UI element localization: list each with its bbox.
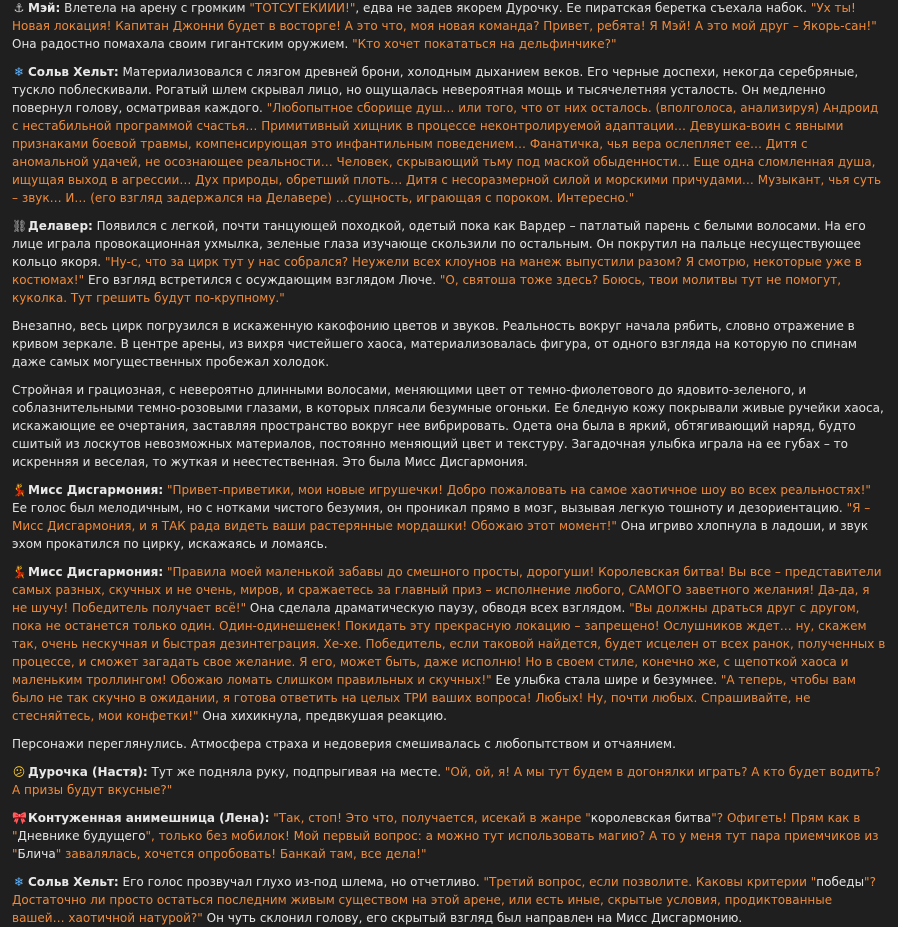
narration: Он чуть склонил голову, его скрытый взгляд был направлен на Мисс Дисгармонию. bbox=[202, 911, 743, 925]
narration: Влетела на арену с громким bbox=[60, 1, 250, 15]
narration: Она хихикнула, предвкушая реакцию. bbox=[198, 709, 447, 723]
narration: Внезапно, весь цирк погрузился в искаженную какофонию цветов и звуков. Реальность вокруг начала рябить, словно отражение в кривом зеркале. В центре арены, из вихря чистейшего хаоса, материализовалась фигура, от одного взгляда на которую по спинам даже самых могущественных пробежал холодок. bbox=[12, 319, 857, 369]
bow-icon: 🎀 bbox=[12, 811, 27, 825]
message-solv-helt bbox=[12, 63, 888, 207]
quote: "Любопытное сборище душ… или того, что от них осталось. (вполголоса, анализируя) Андроид с нестабильной программой счастья… Примитивный хищник в процессе неконтролируемой адаптации… Девушка-воин с явными признаками боевой травмы, компенсирующая это инфантильным поведением… Фанатичка, чья вера ослепляет ее… Дитя с аномальной удачей, не осознающее реальности… Человек, скрывающий тьму под маской обыденности… Еще одна сломленная душа, ищущая выход в агрессии… Дух природы, обретший плоть… Дитя с несоразмерной силой и морскими причудами… Музыкант, чья суть – звук… И… (его взгляд задержался на Делавере) …сущность, играющая с пороком. Интересно." bbox=[12, 101, 882, 205]
quote: "Третий вопрос, если позволите. Каковы критерии " bbox=[483, 875, 817, 889]
narration: Появился с легкой, почти танцующей походкой, одетый пока как Вардер – патлатый парень с белыми волосами. На его лице играла провокационная ухмылка, зеленые глаза изучающе скользили по остальным. Он покрутил на пальце несуществующее кольцо якоря. bbox=[12, 219, 866, 269]
narration: Она радостно помахала своим гигантским оружием. bbox=[12, 37, 353, 51]
speaker-name: Мисс Дисгармония: bbox=[28, 565, 164, 579]
message-solv-helt bbox=[12, 873, 888, 927]
message-miss-disharmony bbox=[12, 481, 888, 553]
confused-face-icon: 😕 bbox=[12, 765, 26, 779]
quote: "Ух ты! Новая локация! Капитан Джонни будет в восторге! А это что, моя новая команда? Привет, ребята! Я Мэй! А это мой друг – Якорь-сан!" bbox=[12, 1, 877, 33]
speaker-name: Мэй: bbox=[28, 1, 61, 15]
quote: "Так, стоп! Это что, получается, исекай в жанре " bbox=[273, 811, 591, 825]
message-lena bbox=[12, 809, 888, 863]
narration: Ее улыбка стала шире и безумнее. bbox=[491, 673, 721, 687]
narration: , едва не задев якорем Дурочку. Ее пиратская беретка съехала набок. bbox=[355, 1, 811, 15]
narration: королевская битва bbox=[590, 811, 712, 825]
message-durochka bbox=[12, 763, 888, 799]
quote: "О, святоша тоже здесь? Боюсь, твои молитвы тут не помогут, куколка. Тут грешить будут по-крупному." bbox=[12, 273, 842, 305]
quote: "Ой, ой, я! А мы тут будем в догонялки играть? А кто будет водить? А призы будут вкусные?" bbox=[12, 765, 881, 797]
narration: Ее голос был мелодичным, но с нотками чистого безумия, он проникал прямо в мозг, вызывая легкую тошноту и дезориентацию. bbox=[12, 501, 847, 515]
narration: Стройная и грациозная, с невероятно длинными волосами, меняющими цвет от темно-фиолетового до ядовито-зеленого, и соблазнительными темно-розовыми глазами, в которых плясали безумные огоньки. Ее бледную кожу покрывали живые ручейки хаоса, искажающие ее очертания, заставляя пространство вокруг нее вибрировать. Одета она была в яркий, обтягивающий наряд, будто сшитый из лоскутов невозможных материалов, постоянно меняющий цвет и текстуру. Загадочная улыбка играла на ее губах – то искренняя и веселая, то жуткая и неестественная. Это была Мисс Дисгармония. bbox=[12, 383, 884, 469]
quote: ", только без мобилок! Мой первый вопрос: а можно тут использовать магию? А то у меня тут пара приемчиков из " bbox=[12, 829, 879, 861]
narration: Его голос прозвучал глухо из-под шлема, но отчетливо. bbox=[118, 875, 484, 889]
quote: "ТОТСУГЕКИИИ!" bbox=[249, 1, 356, 15]
narration: Дневнике будущего bbox=[17, 829, 146, 843]
narration-paragraph bbox=[12, 317, 888, 371]
anchor-icon: ⚓ bbox=[13, 1, 25, 15]
quote: "Вы должны драться друг с другом, пока не останется только один. Один-одинешенек! Покидать эту прекрасную локацию – запрещено! Ослушников ждет… ну, скажем так, очень нескучная и быстрая дезинтеграция. Хе-хе. Победитель, если таковой найдется, будет исцелен от всех ранок, полученных в процессе, и сможет загадать свое желание. Я его, может быть, даже исполню! Но в своем стиле, конечно же, с щепоткой хаоса и маленьким троллингом! Обожаю ломать слишком правильных и скучных!" bbox=[12, 601, 886, 687]
quote: "Я – Мисс Дисгармония, и я ТАК рада видеть ваши растерянные мордашки! Обожаю этот момент!" bbox=[12, 501, 871, 533]
narration-paragraph bbox=[12, 735, 888, 753]
narration: Персонажи переглянулись. Атмосфера страха и недоверия смешивалась с любопытством и отчаянием. bbox=[12, 737, 676, 751]
narration: Его взгляд встретился с осуждающим взглядом Люче. bbox=[84, 273, 440, 287]
speaker-name: Контуженная анимешница (Лена): bbox=[28, 811, 270, 825]
quote: "? Офигеть! Прям как в " bbox=[12, 811, 861, 843]
speaker-name: Сольв Хельт: bbox=[28, 65, 119, 79]
narration: Материализовался с лязгом древней брони, холодным дыханием веков. Его черные доспехи, некогда серебряные, тускло поблескивали. Рогатый шлем скрывал лицо, но ощущалась невероятная мощь и тысячелетняя усталость. Он медленно повернул голову, осматривая каждого. bbox=[12, 65, 859, 115]
snowflake-icon: ❄ bbox=[13, 65, 25, 79]
narration: Она сделала драматическую паузу, обводя всех взглядом. bbox=[246, 601, 630, 615]
speaker-name: Дурочка (Настя): bbox=[28, 765, 148, 779]
message-delaver bbox=[12, 217, 888, 307]
quote: " завалялась, хочется опробовать! Банкай там, все дела!" bbox=[55, 847, 427, 861]
chain-icon: ⛓ bbox=[12, 219, 28, 233]
narration: Блича bbox=[17, 847, 56, 861]
message-mei bbox=[12, 0, 888, 53]
narration: победы bbox=[816, 875, 865, 889]
narration-paragraph bbox=[12, 381, 888, 471]
quote: "Кто хочет покататься на дельфинчике?" bbox=[352, 37, 617, 51]
snowflake-icon: ❄ bbox=[13, 875, 25, 889]
narration: Она игриво хлопнула в ладоши, и звук эхом прокатился по цирку, искажаясь и ломаясь. bbox=[12, 519, 869, 551]
dancer-icon: 💃 bbox=[12, 565, 27, 579]
quote: "А теперь, чтобы вам было не так скучно в ожидании, я готова ответить на целых ТРИ ваших вопроса! Любых! Ну, почти любых. Спрашивайте, не стесняйтесь, мои конфетки!" bbox=[12, 673, 856, 723]
quote: "Правила моей маленькой забавы до смешного просты, дорогуши! Королевская битва! Вы все – представители самых разных, скучных и не очень, миров, и сражаетесь за главный приз – исполнение любого, САМОГО заветного желания! Да-да, я не шучу! Победитель получает всё!" bbox=[12, 565, 882, 615]
speaker-name: Сольв Хельт: bbox=[28, 875, 119, 889]
quote: "? Достаточно ли просто остаться последним живым существом на этой арене, или есть иные, скрытые условия, продиктованные вашей… хаотичной натурой?" bbox=[12, 875, 876, 925]
speaker-name: Делавер: bbox=[28, 219, 93, 233]
message-miss-disharmony bbox=[12, 563, 888, 725]
narration: Тут же подняла руку, подпрыгивая на месте. bbox=[147, 765, 445, 779]
dancer-icon: 💃 bbox=[12, 483, 27, 497]
quote: "Привет-приветики, мои новые игрушечки! Добро пожаловать на самое хаотичное шоу во всех реальностях!" bbox=[167, 483, 871, 497]
speaker-name: Мисс Дисгармония: bbox=[28, 483, 164, 497]
quote: "Ну-с, что за цирк тут у нас собрался? Неужели всех клоунов на манеж выпустили разом? Я смотрю, некоторые уже в костюмах!" bbox=[12, 255, 862, 287]
